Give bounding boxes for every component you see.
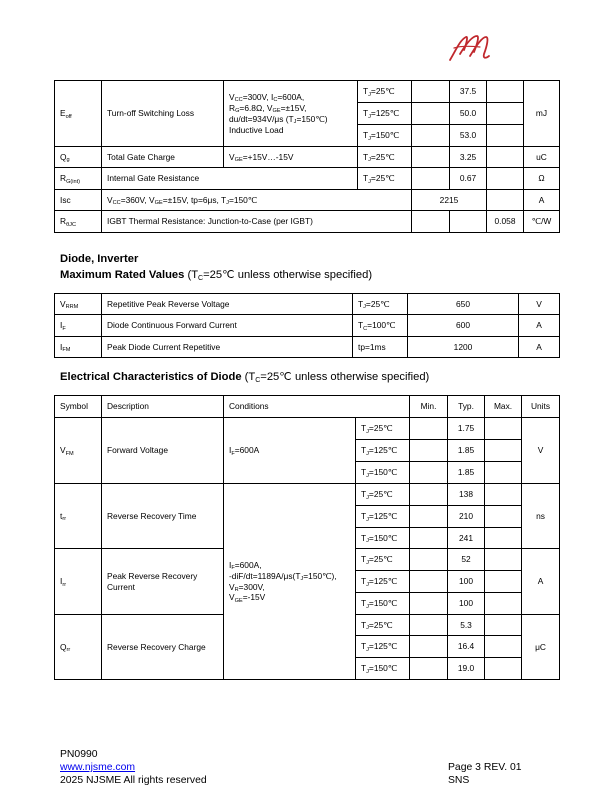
typ-value: 50.0 xyxy=(450,103,487,125)
table-row xyxy=(55,294,560,315)
igbt-characteristics-table xyxy=(54,80,560,233)
footer-copyright: 2025 NJSME All rights reserved xyxy=(60,775,207,786)
diode-section-title: Diode, Inverter xyxy=(60,253,139,265)
temp-cell: TJ=25℃ xyxy=(358,168,412,190)
vrrm-symbol: VRRM xyxy=(55,294,102,315)
table-row xyxy=(55,81,560,103)
isc-conditions: VCC=360V, VGE=±15V, tp=6μs, TJ=150℃ xyxy=(102,190,412,211)
eoff-conditions: VCC=300V, IC=600A, RG=6.8Ω, VGE=±15V, du/dt=934V/μs (TJ=150℃) Inductive Load xyxy=(224,81,358,147)
vfm-description: Forward Voltage xyxy=(102,418,224,484)
diode-electrical-table xyxy=(54,395,560,680)
table-row xyxy=(55,147,560,168)
irr-unit: A xyxy=(522,549,560,615)
shared-conditions: IF=600A, -diF/dt=1189A/μs(TJ=150℃), VR=300V, VGE=-15V xyxy=(224,484,356,680)
irr-symbol: Irr xyxy=(55,549,102,615)
header-symbol: Symbol xyxy=(55,396,102,418)
header-units: Units xyxy=(522,396,560,418)
temp-cell: TJ=150℃ xyxy=(358,125,412,147)
header-max: Max. xyxy=(485,396,522,418)
eoff-unit: mJ xyxy=(524,81,560,147)
typ-value: 5.3 xyxy=(448,615,485,636)
typ-value: 1.75 xyxy=(448,418,485,440)
typ-value: 19.0 xyxy=(448,658,485,680)
typ-value: 53.0 xyxy=(450,125,487,147)
typ-value: 1.85 xyxy=(448,440,485,462)
qg-conditions: VGE=+15V…-15V xyxy=(224,147,358,168)
irr-description: Peak Reverse Recovery Current xyxy=(102,549,224,615)
footer-page-rev: Page 3 REV. 01 xyxy=(448,762,522,773)
table-row xyxy=(55,337,560,358)
table-row xyxy=(55,190,560,211)
if-value: 600 xyxy=(408,315,519,337)
unit-cell: uC xyxy=(524,147,560,168)
header-typ: Typ. xyxy=(448,396,485,418)
vfm-symbol: VFM xyxy=(55,418,102,484)
typ-value: 100 xyxy=(448,593,485,615)
temp-cell: TJ=125℃ xyxy=(356,506,410,528)
vfm-unit: V xyxy=(522,418,560,484)
temp-cell: TJ=25℃ xyxy=(356,615,410,636)
isc-symbol: Isc xyxy=(55,190,102,211)
qrr-description: Reverse Recovery Charge xyxy=(102,615,224,680)
qrr-unit: μC xyxy=(522,615,560,680)
qrr-symbol: Qrr xyxy=(55,615,102,680)
ifm-description: Peak Diode Current Repetitive xyxy=(102,337,353,358)
temp-cell: TJ=150℃ xyxy=(356,593,410,615)
diode-max-rated-heading: Maximum Rated Values (TC=25℃ unless otherwise specified) xyxy=(60,269,373,282)
typ-value: 1.85 xyxy=(448,462,485,484)
unit-cell: ℃/W xyxy=(524,211,560,233)
eoff-symbol: Eoff xyxy=(55,81,102,147)
max-value: 0.058 xyxy=(487,211,524,233)
vrrm-description: Repetitive Peak Reverse Voltage xyxy=(102,294,353,315)
if-description: Diode Continuous Forward Current xyxy=(102,315,353,337)
footer-website-link[interactable]: www.njsme.com xyxy=(60,762,136,773)
typ-value: 100 xyxy=(448,571,485,593)
temp-cell: TJ=150℃ xyxy=(356,658,410,680)
unit-cell: A xyxy=(524,190,560,211)
table-row xyxy=(55,315,560,337)
table-row xyxy=(55,418,560,440)
trr-description: Reverse Recovery Time xyxy=(102,484,224,549)
rthjc-symbol: RθJC xyxy=(55,211,102,233)
rg-description: Internal Gate Resistance xyxy=(102,168,358,190)
typ-value: 52 xyxy=(448,549,485,571)
table-row xyxy=(55,484,560,506)
if-unit: A xyxy=(519,315,560,337)
vrrm-value: 650 xyxy=(408,294,519,315)
temp-cell: TJ=25℃ xyxy=(356,484,410,506)
if-symbol: IF xyxy=(55,315,102,337)
typ-value: 16.4 xyxy=(448,636,485,658)
header-description: Description xyxy=(102,396,224,418)
ifm-unit: A xyxy=(519,337,560,358)
temp-cell: TJ=150℃ xyxy=(356,528,410,549)
trr-unit: ns xyxy=(522,484,560,549)
footer-part-number: PN0990 xyxy=(60,749,98,760)
trr-symbol: trr xyxy=(55,484,102,549)
if-condition: TC=100℃ xyxy=(353,315,408,337)
temp-cell: TJ=25℃ xyxy=(356,549,410,571)
typ-value: 3.25 xyxy=(450,147,487,168)
eoff-description: Turn-off Switching Loss xyxy=(102,81,224,147)
qg-symbol: Qg xyxy=(55,147,102,168)
rthjc-description: IGBT Thermal Resistance: Junction-to-Case (per IGBT) xyxy=(102,211,412,233)
ifm-symbol: IFM xyxy=(55,337,102,358)
typ-value: 138 xyxy=(448,484,485,506)
temp-cell: TJ=25℃ xyxy=(358,147,412,168)
header-conditions: Conditions xyxy=(224,396,410,418)
header-min: Min. xyxy=(410,396,448,418)
ifm-condition: tp=1ms xyxy=(353,337,408,358)
temp-cell: TJ=150℃ xyxy=(356,462,410,484)
temp-cell: TJ=25℃ xyxy=(358,81,412,103)
temp-cell: TJ=125℃ xyxy=(356,440,410,462)
typ-value: 37.5 xyxy=(450,81,487,103)
unit-cell: Ω xyxy=(524,168,560,190)
diode-electrical-heading: Electrical Characteristics of Diode (TC=25℃ unless otherwise specified) xyxy=(60,371,430,384)
temp-cell: TJ=25℃ xyxy=(356,418,410,440)
temp-cell: TJ=125℃ xyxy=(358,103,412,125)
typ-value: 210 xyxy=(448,506,485,528)
typ-value: 0.67 xyxy=(450,168,487,190)
qg-description: Total Gate Charge xyxy=(102,147,224,168)
table-row xyxy=(55,168,560,190)
footer-sns: SNS xyxy=(448,775,470,786)
diode-max-rated-table xyxy=(54,293,560,358)
ifm-value: 1200 xyxy=(408,337,519,358)
rg-symbol: RG(int) xyxy=(55,168,102,190)
table-header-row xyxy=(55,396,560,418)
vfm-conditions: IF=600A xyxy=(224,418,356,484)
njsme-logo-icon xyxy=(448,32,494,62)
table-row xyxy=(55,211,560,233)
typ-value: 241 xyxy=(448,528,485,549)
temp-cell: TJ=125℃ xyxy=(356,636,410,658)
vrrm-unit: V xyxy=(519,294,560,315)
vrrm-condition: TJ=25℃ xyxy=(353,294,408,315)
temp-cell: TJ=125℃ xyxy=(356,571,410,593)
typ-value: 2215 xyxy=(412,190,487,211)
